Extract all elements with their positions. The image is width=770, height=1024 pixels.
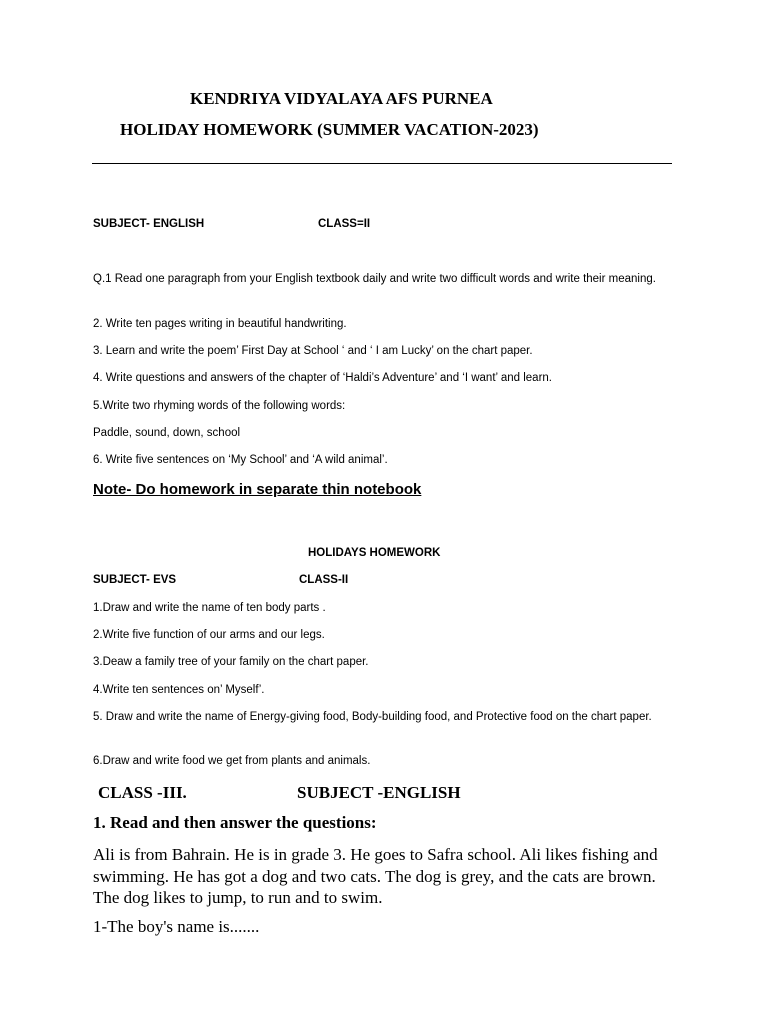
class-label: CLASS=II (318, 218, 371, 230)
english-item-4: 4. Write questions and answers of the chapter of ‘Haldi’s Adventure’ and ‘I want’ and learn. (93, 372, 552, 384)
subject-english-label: SUBJECT- ENGLISH (93, 218, 205, 230)
holidays-homework-heading: HOLIDAYS HOMEWORK (308, 547, 441, 559)
homework-note: Note- Do homework in separate thin notebook (93, 481, 422, 498)
document-title: HOLIDAY HOMEWORK (SUMMER VACATION-2023) (120, 120, 539, 139)
question-1: 1-The boy's name is....... (93, 917, 260, 936)
subject-evs-label: SUBJECT- EVS (93, 574, 177, 586)
english-item-1: Q.1 Read one paragraph from your English textbook daily and write two difficult words and write their meaning. (93, 273, 656, 285)
evs-item-2: 2.Write five function of our arms and our legs. (93, 629, 325, 641)
evs-item-3: 3.Deaw a family tree of your family on the chart paper. (93, 656, 369, 668)
evs-item-4: 4.Write ten sentences on’ Myself’. (93, 684, 265, 696)
evs-item-6: 6.Draw and write food we get from plants and animals. (93, 755, 371, 767)
evs-item-1: 1.Draw and write the name of ten body parts . (93, 602, 326, 614)
class-3-subject: SUBJECT -ENGLISH (297, 783, 461, 802)
divider-line (92, 163, 672, 164)
english-item-2: 2. Write ten pages writing in beautiful handwriting. (93, 318, 347, 330)
evs-item-5: 5. Draw and write the name of Energy-giving food, Body-building food, and Protective food on the chart paper. (93, 711, 652, 723)
reading-question-heading: 1. Read and then answer the questions: (93, 813, 377, 832)
class-3-label: CLASS -III. (98, 783, 187, 802)
english-item-6: 6. Write five sentences on ‘My School’ and ‘A wild animal’. (93, 454, 388, 466)
reading-passage: Ali is from Bahrain. He is in grade 3. He goes to Safra school. Ali likes fishing and swimming. He has got a dog and two cats. The dog is grey, and the cats are brown. The dog likes to jump, to run and to swim. (93, 845, 658, 907)
english-item-5: 5.Write two rhyming words of the following words: (93, 400, 346, 412)
rhyming-words-list: Paddle, sound, down, school (93, 427, 241, 439)
evs-class-label: CLASS-II (299, 574, 349, 586)
school-name: KENDRIYA VIDYALAYA AFS PURNEA (190, 89, 493, 108)
english-item-3: 3. Learn and write the poem’ First Day at School ‘ and ‘ I am Lucky’ on the chart paper. (93, 345, 533, 357)
